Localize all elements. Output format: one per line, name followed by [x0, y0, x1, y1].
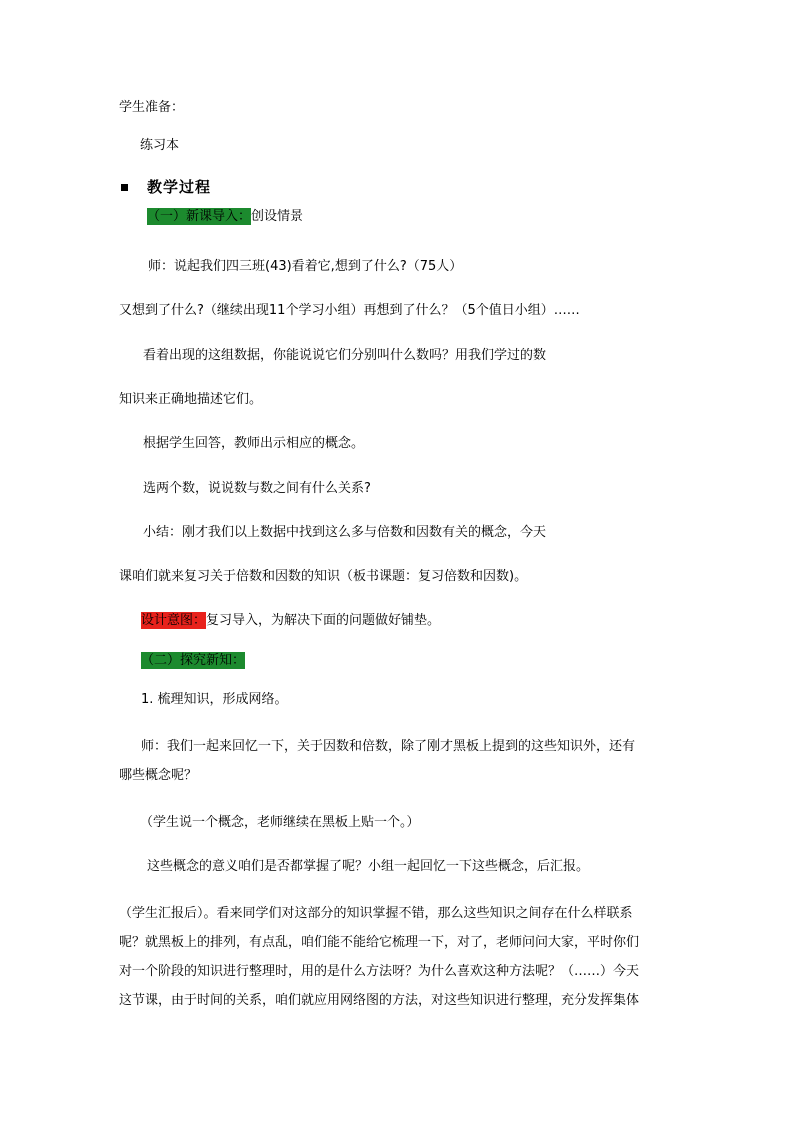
part1-paragraph-4: 根据学生回答，教师出示相应的概念。 — [143, 436, 365, 451]
part2-paragraph-1a: 师：我们一起来回忆一下，关于因数和倍数，除了刚才黑板上提到的这些知识外，还有 — [141, 739, 636, 754]
part1-paragraph-3b: 知识来正确地描述它们。 — [119, 392, 263, 407]
part1-rest: 创设情景 — [251, 209, 304, 224]
part2-paragraph-4c: 对一个阶段的知识进行整理时，用的是什么方法呀？为什么喜欢这种方法呢？（……）今天 — [119, 964, 640, 979]
part2-paragraph-2: （学生说一个概念，老师继续在黑板上贴一个。） — [140, 815, 420, 830]
prep-heading: 学生准备： — [119, 100, 185, 115]
part1-heading — [147, 209, 303, 225]
part2-paragraph-4b: 呢？就黑板上的排列，有点乱，咱们能不能给它梳理一下，对了，老师问问大家，平时你们 — [119, 935, 640, 950]
part2-paragraph-3: 这些概念的意义咱们是否都掌握了呢？小组一起回忆一下这些概念，后汇报。 — [147, 859, 590, 874]
part2-heading — [141, 653, 245, 669]
part2-paragraph-4d: 这节课，由于时间的关系，咱们就应用网络图的方法，对这些知识进行整理，充分发挥集体 — [119, 993, 640, 1008]
part1-paragraph-3a: 看着出现的这组数据，你能说说它们分别叫什么数吗？用我们学过的数 — [143, 348, 547, 363]
prep-item: 练习本 — [140, 138, 180, 153]
part2-paragraph-4a: （学生汇报后）。看来同学们对这部分的知识掌握不错，那么这些知识之间存在什么样联系 — [119, 906, 633, 921]
design-intent-text: 复习导入，为解决下面的问题做好铺垫。 — [206, 613, 441, 628]
part1-paragraph-2: 又想到了什么?（继续出现11个学习小组）再想到了什么？（5个值日小组）…… — [119, 303, 580, 318]
part1-label: （一）新课导入： — [147, 209, 252, 224]
part1-paragraph-6a: 小结：刚才我们以上数据中找到这么多与倍数和因数有关的概念，今天 — [143, 525, 547, 540]
design-intent — [141, 613, 440, 629]
part1-paragraph-1: 师：说起我们四三班(43)看着它,想到了什么?（75人） — [148, 259, 463, 274]
part2-paragraph-1b: 哪些概念呢？ — [119, 768, 198, 783]
part1-paragraph-6b: 课咱们就来复习关于倍数和因数的知识（板书课题：复习倍数和因数)。 — [119, 569, 528, 584]
section-bullet-icon — [121, 184, 128, 191]
design-intent-label: 设计意图： — [141, 613, 207, 628]
part2-label: （二）探究新知： — [141, 653, 246, 668]
part2-step-1: 1. 梳理知识，形成网络。 — [141, 692, 288, 707]
section-title: 教学过程 — [147, 178, 212, 196]
part1-paragraph-5: 选两个数，说说数与数之间有什么关系? — [143, 481, 371, 496]
